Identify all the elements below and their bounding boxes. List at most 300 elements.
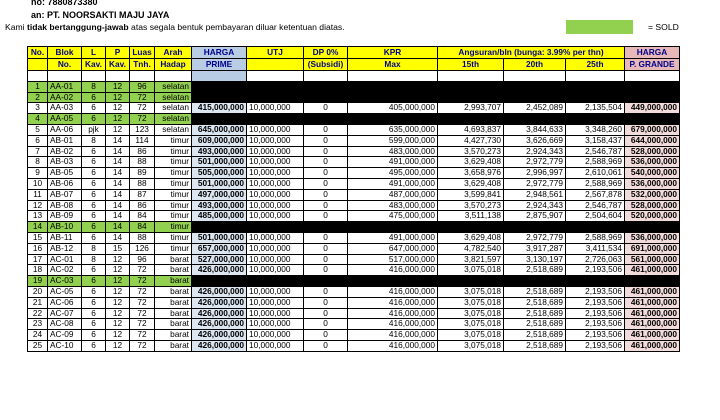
cell-a20: 2,875,907 <box>504 211 566 222</box>
cell-pg: 679,000,000 <box>625 124 680 135</box>
cell-pg: 461,000,000 <box>625 330 680 341</box>
cell-a15: 4,693,837 <box>438 124 504 135</box>
cell-luas: 88 <box>130 232 155 243</box>
cell-blok: AA-03 <box>48 103 82 114</box>
col-no-sub <box>28 59 48 71</box>
cell-utj: 10,000,000 <box>247 103 304 114</box>
cell-a25: 2,726,063 <box>566 254 625 265</box>
cell-pg: 449,000,000 <box>625 103 680 114</box>
cell-blok: AB-05 <box>48 168 82 179</box>
cell-no: 22 <box>28 308 48 319</box>
cell-a20: 2,518,689 <box>504 340 566 351</box>
cell-a15: 4,782,540 <box>438 243 504 254</box>
cell-a25: 2,193,506 <box>566 340 625 351</box>
cell-luas: 72 <box>130 297 155 308</box>
cell-luas: 72 <box>130 276 155 287</box>
table-row <box>28 92 680 103</box>
cell-p: 12 <box>106 92 130 103</box>
col-luas: Luas <box>130 47 155 59</box>
sold-blank-cell <box>625 81 680 92</box>
cell-a15: 3,570,273 <box>438 200 504 211</box>
cell-p: 12 <box>106 124 130 135</box>
sold-blank-cell <box>348 92 438 103</box>
table-row <box>28 319 680 330</box>
header-row-1 <box>28 47 680 59</box>
cell-dp: 0 <box>304 146 348 157</box>
cell-a20: 3,844,633 <box>504 124 566 135</box>
cell-no: 5 <box>28 124 48 135</box>
cell-utj: 10,000,000 <box>247 340 304 351</box>
cell-p: 14 <box>106 157 130 168</box>
cell-p: 12 <box>106 81 130 92</box>
cell-a20: 3,626,669 <box>504 135 566 146</box>
cell-a20: 2,972,779 <box>504 178 566 189</box>
cell-dp: 0 <box>304 254 348 265</box>
cell-dp: 0 <box>304 200 348 211</box>
sold-blank-cell <box>504 222 566 233</box>
cell-luas: 96 <box>130 254 155 265</box>
cell-dp: 0 <box>304 319 348 330</box>
cell-pg: 532,000,000 <box>625 189 680 200</box>
cell-l: 8 <box>82 254 106 265</box>
sold-blank-cell <box>247 114 304 125</box>
cell-no: 3 <box>28 103 48 114</box>
cell-pg: 461,000,000 <box>625 286 680 297</box>
cell-arah: barat <box>155 276 192 287</box>
cell-a20: 2,972,779 <box>504 232 566 243</box>
cell-harga: 527,000,000 <box>192 254 247 265</box>
cell-a25: 2,567,878 <box>566 189 625 200</box>
cell-luas: 96 <box>130 81 155 92</box>
cell-l: 6 <box>82 189 106 200</box>
cell-dp: 0 <box>304 168 348 179</box>
cell-arah: barat <box>155 330 192 341</box>
cell-kpr: 416,000,000 <box>348 319 438 330</box>
cell-blok: AC-02 <box>48 265 82 276</box>
cell-no: 18 <box>28 265 48 276</box>
cell-blok: AC-09 <box>48 330 82 341</box>
cell-l: 6 <box>82 265 106 276</box>
cell-l: 6 <box>82 297 106 308</box>
cell-no: 13 <box>28 211 48 222</box>
cell-no: 9 <box>28 168 48 179</box>
cell-p: 14 <box>106 189 130 200</box>
cell-a15: 3,629,408 <box>438 157 504 168</box>
cell-a20: 2,452,089 <box>504 103 566 114</box>
cell-arah: barat <box>155 319 192 330</box>
col-harga-sub: PRIME <box>192 59 247 71</box>
cell-blok: AB-08 <box>48 200 82 211</box>
header-line-2: an: PT. NOORSAKTI MAJU JAYA <box>31 10 170 20</box>
cell-harga: 493,000,000 <box>192 146 247 157</box>
col-dp-sub: (Subsidi) <box>304 59 348 71</box>
cell-kpr: 647,000,000 <box>348 243 438 254</box>
cell-a20: 2,518,689 <box>504 308 566 319</box>
sold-blank-cell <box>348 114 438 125</box>
sold-blank-cell <box>348 276 438 287</box>
cell-a20: 2,924,343 <box>504 146 566 157</box>
cell-utj: 10,000,000 <box>247 189 304 200</box>
cell-blok: AC-01 <box>48 254 82 265</box>
cell-dp: 0 <box>304 297 348 308</box>
cell-a25: 3,158,437 <box>566 135 625 146</box>
cell-utj: 10,000,000 <box>247 243 304 254</box>
col-20th: 20th <box>504 59 566 71</box>
cell-luas: 89 <box>130 168 155 179</box>
cell-pg: 644,000,000 <box>625 135 680 146</box>
sold-blank-cell <box>625 92 680 103</box>
cell-kpr: 491,000,000 <box>348 232 438 243</box>
cell-no: 1 <box>28 81 48 92</box>
cell-a15: 4,427,730 <box>438 135 504 146</box>
sold-blank-cell <box>438 81 504 92</box>
cell-harga: 415,000,000 <box>192 103 247 114</box>
cell-luas: 86 <box>130 200 155 211</box>
cell-arah: timur <box>155 178 192 189</box>
cell-blok: AC-03 <box>48 276 82 287</box>
cell-a20: 2,518,689 <box>504 265 566 276</box>
sold-blank-cell <box>192 276 247 287</box>
col-kpr-sub: Max <box>348 59 438 71</box>
table-row <box>28 135 680 146</box>
cell-arah: barat <box>155 286 192 297</box>
cell-dp: 0 <box>304 286 348 297</box>
cell-utj: 10,000,000 <box>247 286 304 297</box>
cell-luas: 72 <box>130 286 155 297</box>
table-row <box>28 243 680 254</box>
cell-pg: 461,000,000 <box>625 265 680 276</box>
cell-kpr: 517,000,000 <box>348 254 438 265</box>
cell-utj: 10,000,000 <box>247 308 304 319</box>
cell-a25: 2,546,787 <box>566 200 625 211</box>
cell-arah: timur <box>155 146 192 157</box>
table-row <box>28 103 680 114</box>
cell-arah: selatan <box>155 103 192 114</box>
cell-p: 12 <box>106 114 130 125</box>
cell-a25: 2,193,506 <box>566 297 625 308</box>
cell-arah: timur <box>155 243 192 254</box>
sold-blank-cell <box>304 222 348 233</box>
cell-luas: 88 <box>130 178 155 189</box>
cell-utj: 10,000,000 <box>247 168 304 179</box>
cell-p: 14 <box>106 211 130 222</box>
cell-p: 12 <box>106 330 130 341</box>
header-row-2 <box>28 59 680 71</box>
cell-pg: 561,000,000 <box>625 254 680 265</box>
cell-a15: 3,075,018 <box>438 286 504 297</box>
cell-kpr: 487,000,000 <box>348 189 438 200</box>
cell-utj: 10,000,000 <box>247 157 304 168</box>
cell-blok: AB-06 <box>48 178 82 189</box>
cell-kpr: 405,000,000 <box>348 103 438 114</box>
sold-blank-cell <box>247 276 304 287</box>
cell-l: 6 <box>82 308 106 319</box>
cell-pg: 536,000,000 <box>625 157 680 168</box>
col-luas-sub: Tnh. <box>130 59 155 71</box>
table-row <box>28 265 680 276</box>
sold-blank-cell <box>348 81 438 92</box>
cell-utj: 10,000,000 <box>247 135 304 146</box>
cell-l: 6 <box>82 157 106 168</box>
cell-pg: 691,000,000 <box>625 243 680 254</box>
col-25th: 25th <box>566 59 625 71</box>
cell-l: 6 <box>82 286 106 297</box>
cell-arah: barat <box>155 340 192 351</box>
sold-blank-cell <box>625 276 680 287</box>
cell-a25: 2,588,969 <box>566 232 625 243</box>
cell-dp: 0 <box>304 211 348 222</box>
header-line-1: no: 7880873380 <box>31 0 98 7</box>
cell-p: 12 <box>106 308 130 319</box>
cell-harga: 493,000,000 <box>192 200 247 211</box>
cell-no: 24 <box>28 330 48 341</box>
cell-a25: 2,588,969 <box>566 157 625 168</box>
cell-utj: 10,000,000 <box>247 124 304 135</box>
cell-a25: 3,348,260 <box>566 124 625 135</box>
cell-kpr: 483,000,000 <box>348 146 438 157</box>
cell-p: 14 <box>106 135 130 146</box>
cell-no: 16 <box>28 243 48 254</box>
cell-p: 14 <box>106 178 130 189</box>
cell-a25: 2,610,061 <box>566 168 625 179</box>
notice-post: atas segala bentuk pembayaran diluar ketentuan diatas. <box>128 22 345 32</box>
cell-pg: 520,000,000 <box>625 211 680 222</box>
col-utj-sub <box>247 59 304 71</box>
cell-l: 6 <box>82 114 106 125</box>
sold-blank-cell <box>192 81 247 92</box>
cell-l: 6 <box>82 211 106 222</box>
sold-blank-cell <box>566 114 625 125</box>
cell-luas: 126 <box>130 243 155 254</box>
cell-a20: 2,948,561 <box>504 189 566 200</box>
cell-a25: 2,504,604 <box>566 211 625 222</box>
cell-harga: 426,000,000 <box>192 286 247 297</box>
cell-harga: 485,000,000 <box>192 211 247 222</box>
cell-harga: 657,000,000 <box>192 243 247 254</box>
notice-pre: Kami <box>5 22 27 32</box>
cell-utj: 10,000,000 <box>247 319 304 330</box>
cell-blok: AA-05 <box>48 114 82 125</box>
cell-a25: 2,193,506 <box>566 286 625 297</box>
cell-p: 12 <box>106 340 130 351</box>
cell-l: 6 <box>82 222 106 233</box>
sold-blank-cell <box>504 81 566 92</box>
cell-a15: 3,658,976 <box>438 168 504 179</box>
cell-harga: 426,000,000 <box>192 319 247 330</box>
col-dp: DP 0% <box>304 47 348 59</box>
cell-blok: AB-07 <box>48 189 82 200</box>
cell-l: 6 <box>82 330 106 341</box>
cell-a20: 2,518,689 <box>504 319 566 330</box>
cell-harga: 501,000,000 <box>192 178 247 189</box>
cell-harga: 505,000,000 <box>192 168 247 179</box>
cell-luas: 72 <box>130 103 155 114</box>
col-arah: Arah <box>155 47 192 59</box>
cell-pg: 540,000,000 <box>625 168 680 179</box>
table-row <box>28 189 680 200</box>
cell-dp: 0 <box>304 232 348 243</box>
cell-no: 20 <box>28 286 48 297</box>
cell-utj: 10,000,000 <box>247 297 304 308</box>
cell-p: 12 <box>106 276 130 287</box>
cell-dp: 0 <box>304 189 348 200</box>
cell-utj: 10,000,000 <box>247 211 304 222</box>
cell-no: 8 <box>28 157 48 168</box>
cell-arah: timur <box>155 189 192 200</box>
cell-luas: 84 <box>130 211 155 222</box>
col-p: P <box>106 47 130 59</box>
cell-p: 12 <box>106 254 130 265</box>
sold-blank-cell <box>438 222 504 233</box>
col-l: L <box>82 47 106 59</box>
cell-kpr: 416,000,000 <box>348 308 438 319</box>
col-harga: HARGA <box>192 47 247 59</box>
col-l-sub: Kav. <box>82 59 106 71</box>
cell-pg: 461,000,000 <box>625 319 680 330</box>
cell-l: 6 <box>82 168 106 179</box>
cell-kpr: 495,000,000 <box>348 168 438 179</box>
table-row <box>28 81 680 92</box>
spacer-row <box>28 71 680 82</box>
cell-kpr: 491,000,000 <box>348 157 438 168</box>
cell-utj: 10,000,000 <box>247 232 304 243</box>
table-row <box>28 200 680 211</box>
cell-a15: 3,570,273 <box>438 146 504 157</box>
sold-blank-cell <box>192 222 247 233</box>
sold-blank-cell <box>504 114 566 125</box>
cell-utj: 10,000,000 <box>247 146 304 157</box>
cell-kpr: 491,000,000 <box>348 178 438 189</box>
cell-a15: 3,511,138 <box>438 211 504 222</box>
cell-luas: 72 <box>130 92 155 103</box>
sold-blank-cell <box>304 81 348 92</box>
cell-a20: 2,924,343 <box>504 200 566 211</box>
cell-luas: 123 <box>130 124 155 135</box>
col-utj: UTJ <box>247 47 304 59</box>
cell-pg: 536,000,000 <box>625 232 680 243</box>
col-arah-sub: Hadap <box>155 59 192 71</box>
col-grande: HARGA <box>625 47 680 59</box>
cell-harga: 645,000,000 <box>192 124 247 135</box>
table-row <box>28 286 680 297</box>
table-row <box>28 232 680 243</box>
col-no: No. <box>28 47 48 59</box>
cell-pg: 461,000,000 <box>625 297 680 308</box>
cell-arah: barat <box>155 308 192 319</box>
table-row <box>28 124 680 135</box>
cell-a20: 2,518,689 <box>504 286 566 297</box>
cell-p: 14 <box>106 200 130 211</box>
sold-legend-swatch <box>566 20 633 34</box>
table-row <box>28 254 680 265</box>
sold-blank-cell <box>247 92 304 103</box>
cell-luas: 84 <box>130 222 155 233</box>
cell-blok: AB-03 <box>48 157 82 168</box>
cell-arah: timur <box>155 232 192 243</box>
sold-blank-cell <box>247 81 304 92</box>
table-row <box>28 222 680 233</box>
cell-arah: selatan <box>155 114 192 125</box>
cell-l: 6 <box>82 146 106 157</box>
cell-no: 21 <box>28 297 48 308</box>
cell-p: 15 <box>106 243 130 254</box>
cell-no: 17 <box>28 254 48 265</box>
cell-blok: AC-10 <box>48 340 82 351</box>
table-row <box>28 157 680 168</box>
cell-l: 8 <box>82 243 106 254</box>
cell-l: 6 <box>82 103 106 114</box>
cell-harga: 426,000,000 <box>192 308 247 319</box>
cell-luas: 88 <box>130 157 155 168</box>
cell-kpr: 416,000,000 <box>348 330 438 341</box>
cell-blok: AB-12 <box>48 243 82 254</box>
cell-dp: 0 <box>304 308 348 319</box>
cell-luas: 72 <box>130 114 155 125</box>
cell-a25: 2,193,506 <box>566 265 625 276</box>
cell-l: 6 <box>82 200 106 211</box>
cell-a15: 3,075,018 <box>438 330 504 341</box>
cell-blok: AB-01 <box>48 135 82 146</box>
cell-kpr: 416,000,000 <box>348 297 438 308</box>
cell-pg: 461,000,000 <box>625 340 680 351</box>
sold-blank-cell <box>304 114 348 125</box>
cell-p: 12 <box>106 265 130 276</box>
cell-no: 19 <box>28 276 48 287</box>
cell-blok: AC-05 <box>48 286 82 297</box>
cell-harga: 426,000,000 <box>192 340 247 351</box>
cell-kpr: 416,000,000 <box>348 286 438 297</box>
cell-dp: 0 <box>304 103 348 114</box>
table-row <box>28 297 680 308</box>
cell-a15: 2,993,707 <box>438 103 504 114</box>
cell-blok: AB-10 <box>48 222 82 233</box>
cell-a25: 3,411,534 <box>566 243 625 254</box>
cell-blok: AC-08 <box>48 319 82 330</box>
cell-a25: 2,193,506 <box>566 319 625 330</box>
cell-pg: 528,000,000 <box>625 146 680 157</box>
cell-luas: 72 <box>130 308 155 319</box>
cell-arah: timur <box>155 168 192 179</box>
sold-blank-cell <box>304 92 348 103</box>
cell-dp: 0 <box>304 178 348 189</box>
cell-dp: 0 <box>304 330 348 341</box>
table-row <box>28 146 680 157</box>
sold-blank-cell <box>438 114 504 125</box>
table-row <box>28 340 680 351</box>
cell-harga: 426,000,000 <box>192 330 247 341</box>
cell-blok: AB-09 <box>48 211 82 222</box>
cell-kpr: 635,000,000 <box>348 124 438 135</box>
cell-a25: 2,588,969 <box>566 178 625 189</box>
cell-kpr: 416,000,000 <box>348 340 438 351</box>
cell-arah: selatan <box>155 81 192 92</box>
cell-blok: AB-02 <box>48 146 82 157</box>
cell-kpr: 599,000,000 <box>348 135 438 146</box>
cell-dp: 0 <box>304 157 348 168</box>
cell-blok: AB-11 <box>48 232 82 243</box>
cell-luas: 86 <box>130 146 155 157</box>
cell-a15: 3,075,018 <box>438 308 504 319</box>
cell-no: 23 <box>28 319 48 330</box>
cell-a20: 2,972,779 <box>504 157 566 168</box>
cell-harga: 426,000,000 <box>192 265 247 276</box>
sold-legend-label: = SOLD <box>648 22 679 32</box>
cell-kpr: 416,000,000 <box>348 265 438 276</box>
cell-harga: 426,000,000 <box>192 297 247 308</box>
cell-p: 14 <box>106 232 130 243</box>
price-table <box>27 46 680 352</box>
sold-blank-cell <box>192 114 247 125</box>
